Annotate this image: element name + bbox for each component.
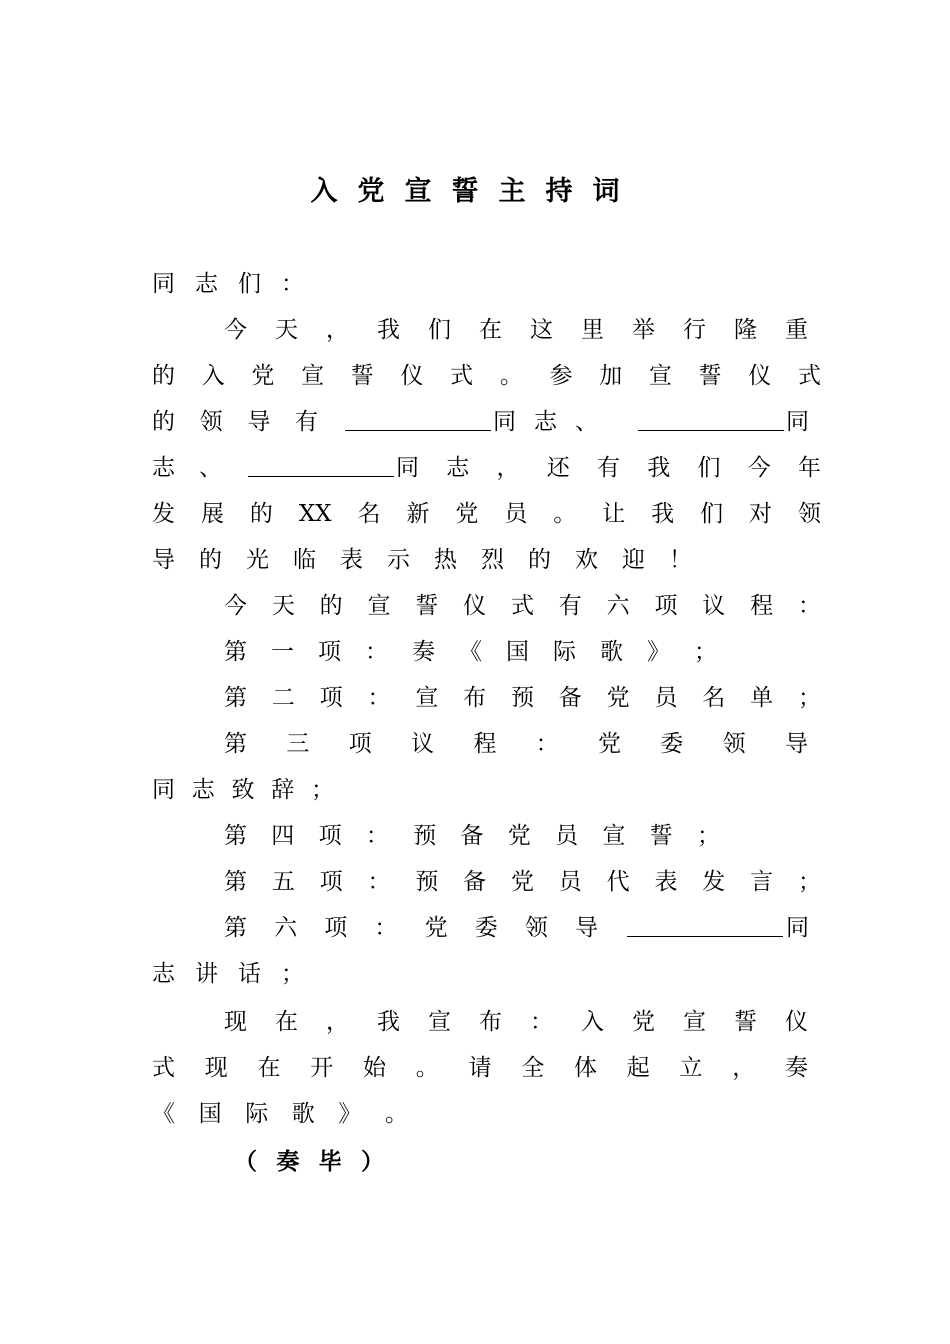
char: 的 (152, 409, 175, 435)
char: 员 (558, 869, 582, 895)
char: 我 (377, 1009, 400, 1035)
char: 程 (473, 731, 497, 757)
char: 》 (647, 639, 670, 665)
char: 宣 (301, 363, 325, 389)
char: 式 (450, 363, 474, 389)
text-segment (152, 402, 318, 442)
blank-line (627, 908, 783, 937)
char: 参 (549, 363, 573, 389)
char: 六 (606, 593, 630, 619)
agenda-item-5 (224, 862, 821, 902)
char: 际 (553, 639, 576, 665)
paragraph-line (224, 310, 808, 350)
char: 项 (319, 869, 343, 895)
text-segment: 同 (786, 915, 809, 941)
char: 》 (338, 1101, 362, 1127)
char: 宣 (428, 1009, 451, 1035)
char: 的 (199, 547, 222, 573)
char: 们 (428, 317, 451, 343)
char: 誓 (698, 363, 722, 389)
char: ； (797, 869, 821, 895)
char: ： (530, 1009, 553, 1035)
char: 宣 (602, 823, 626, 849)
char: 六 (274, 915, 298, 941)
char: 歌 (291, 1101, 315, 1127)
char: 名 (357, 501, 381, 527)
char: 代 (606, 869, 630, 895)
paragraph-line (152, 1048, 808, 1088)
char: 单 (750, 685, 774, 711)
char: ， (496, 455, 520, 481)
char: 有 (294, 409, 318, 435)
char: 入 (581, 1009, 604, 1035)
agenda-item-4 (224, 816, 720, 856)
paragraph-line (152, 494, 821, 534)
char: ： (535, 731, 559, 757)
char: 全 (521, 1055, 545, 1081)
char: ： (367, 869, 391, 895)
char: 隆 (734, 317, 757, 343)
char: 展 (200, 501, 224, 527)
blank-line (248, 448, 394, 477)
char: 誓 (734, 1009, 757, 1035)
agenda-item-2 (224, 678, 821, 718)
char: 四 (271, 823, 295, 849)
char: 请 (468, 1055, 492, 1081)
agenda-item-3-cont (152, 770, 334, 810)
char: 志 (534, 409, 557, 435)
char: 对 (749, 501, 772, 527)
char: 党 (510, 869, 534, 895)
char: 誓 (350, 363, 374, 389)
agenda-item-1 (224, 632, 717, 672)
char: 备 (463, 869, 487, 895)
char: 三 (286, 731, 310, 757)
char: 议 (410, 731, 434, 757)
char: 讲 (195, 961, 218, 987)
char: 在 (257, 1055, 281, 1081)
paragraph-line (152, 448, 821, 488)
char: （ (234, 1149, 257, 1175)
char: 志 (152, 455, 175, 481)
char: 仪 (463, 593, 487, 619)
char: 党 (632, 1009, 655, 1035)
char: 际 (245, 1101, 269, 1127)
char: ： (797, 593, 821, 619)
char: 们 (700, 501, 724, 527)
char: 表 (340, 547, 363, 573)
char: 里 (581, 317, 604, 343)
blank-line (345, 402, 491, 431)
char: 天 (275, 317, 298, 343)
char: 项 (348, 731, 372, 757)
char: 预 (413, 823, 437, 849)
char: 这 (530, 317, 553, 343)
char: 志 (152, 961, 175, 987)
char: 第 (224, 823, 247, 849)
char: 光 (246, 547, 269, 573)
char: 示 (387, 547, 410, 573)
char: ； (311, 777, 334, 803)
char: 迎 (622, 547, 645, 573)
text-segment: 同 (786, 409, 809, 435)
agenda-item-6 (224, 908, 808, 948)
char: 式 (797, 363, 821, 389)
char: 项 (318, 823, 342, 849)
text-segment (224, 908, 598, 948)
char: 我 (377, 317, 400, 343)
char: 表 (654, 869, 678, 895)
char: 五 (271, 869, 295, 895)
char: ， (326, 1009, 349, 1035)
char: 言 (750, 869, 774, 895)
char: 奏 (276, 1149, 300, 1175)
char: 今 (224, 593, 247, 619)
char: 举 (632, 317, 655, 343)
char: ： (374, 915, 398, 941)
char: 项 (324, 915, 348, 941)
char: 同 (396, 455, 419, 481)
char: 有 (558, 593, 582, 619)
char: 奏 (412, 639, 435, 665)
char: 新 (406, 501, 430, 527)
char: 奏 (785, 1055, 808, 1081)
char: 同 (493, 409, 516, 435)
char: 党 (251, 363, 275, 389)
char: 的 (319, 593, 343, 619)
char: 开 (310, 1055, 334, 1081)
char: 第 (224, 869, 247, 895)
char: 发 (152, 501, 175, 527)
paragraph-line (152, 1094, 408, 1134)
char: 的 (528, 547, 551, 573)
char: 的 (249, 501, 273, 527)
char: 毕 (318, 1149, 342, 1175)
char: 天 (271, 593, 295, 619)
blank-line (638, 402, 784, 431)
char: ， (326, 317, 349, 343)
char: 我 (647, 455, 671, 481)
char: 第 (224, 639, 247, 665)
char: 的 (152, 363, 175, 389)
char: 还 (546, 455, 570, 481)
char: 导 (247, 409, 271, 435)
char: XX (298, 501, 332, 527)
char: 誓 (649, 823, 673, 849)
char: 党 (606, 685, 630, 711)
char: ； (281, 961, 304, 987)
char: 行 (683, 317, 706, 343)
char: 布 (463, 685, 487, 711)
char: 、 (575, 409, 598, 435)
char: 在 (275, 1009, 298, 1035)
char: 年 (798, 455, 821, 481)
char: 加 (599, 363, 623, 389)
char: 项 (654, 593, 678, 619)
char: 我 (651, 501, 675, 527)
char: 仪 (785, 1009, 808, 1035)
char: 导 (784, 731, 808, 757)
char: 今 (747, 455, 771, 481)
char: ， (732, 1055, 756, 1081)
char: 入 (201, 363, 225, 389)
char: 二 (271, 685, 295, 711)
char: 有 (597, 455, 620, 481)
char: 项 (318, 639, 341, 665)
char: 领 (722, 731, 746, 757)
char: ： (365, 823, 389, 849)
char: 预 (510, 685, 534, 711)
stage-note (234, 1142, 384, 1182)
char: 发 (702, 869, 726, 895)
char: 式 (510, 593, 534, 619)
char: 党 (597, 731, 621, 757)
char: 委 (660, 731, 684, 757)
char: 起 (626, 1055, 650, 1081)
char: 布 (479, 1009, 502, 1035)
char: 同 (152, 777, 175, 803)
char: 仪 (400, 363, 424, 389)
char: 党 (455, 501, 479, 527)
char: 。 (384, 1101, 408, 1127)
char: 志 (446, 455, 470, 481)
char: 员 (504, 501, 528, 527)
char: 宣 (683, 1009, 706, 1035)
char: 名 (702, 685, 726, 711)
char: 第 (224, 731, 247, 757)
char: 。 (499, 363, 523, 389)
char: 同 (152, 271, 175, 297)
char: 让 (602, 501, 626, 527)
char: 委 (474, 915, 498, 941)
paragraph-line (152, 402, 821, 442)
text-segment (152, 448, 222, 488)
agenda-intro (224, 586, 821, 626)
char: 国 (198, 1101, 222, 1127)
char: 预 (415, 869, 439, 895)
char: 现 (204, 1055, 228, 1081)
char: 始 (363, 1055, 386, 1081)
char: 议 (702, 593, 726, 619)
char: 《 (152, 1101, 175, 1127)
char: 党 (424, 915, 448, 941)
char: 志 (195, 271, 218, 297)
char: 欢 (575, 547, 598, 573)
char: 仪 (748, 363, 772, 389)
char: ） (360, 1149, 384, 1175)
char: 立 (679, 1055, 703, 1081)
char: 辞 (271, 777, 295, 803)
agenda-item-3 (224, 724, 808, 764)
char: 员 (654, 685, 678, 711)
char: 烈 (481, 547, 504, 573)
char: 国 (506, 639, 529, 665)
paragraph-line (152, 356, 821, 396)
paragraph-line (224, 1002, 808, 1042)
text-segment (396, 448, 821, 488)
char: 。 (415, 1055, 439, 1081)
char: 宣 (367, 593, 391, 619)
char: 宣 (648, 363, 672, 389)
char: 。 (553, 501, 577, 527)
char: 备 (558, 685, 582, 711)
char: ； (797, 685, 821, 711)
char: ： (365, 639, 388, 665)
char: 式 (152, 1055, 175, 1081)
char: 们 (238, 271, 261, 297)
char: ： (367, 685, 391, 711)
char: 在 (479, 317, 502, 343)
document-title: 入党宣誓主持词 (310, 176, 640, 207)
char: 歌 (600, 639, 623, 665)
char: 领 (524, 915, 548, 941)
char: 宣 (415, 685, 439, 711)
char: 第 (224, 685, 247, 711)
text-segment (493, 402, 598, 442)
char: 导 (152, 547, 175, 573)
char: 体 (574, 1055, 597, 1081)
char: ； (696, 823, 720, 849)
char: ： (281, 271, 304, 297)
char: 第 (224, 915, 247, 941)
char: 项 (319, 685, 343, 711)
char: 志 (191, 777, 215, 803)
char: 们 (697, 455, 721, 481)
char: 话 (238, 961, 261, 987)
paragraph-line (152, 540, 692, 580)
char: 、 (199, 455, 222, 481)
char: ！ (669, 547, 692, 573)
char: 今 (224, 317, 247, 343)
char: 员 (555, 823, 579, 849)
char: 导 (574, 915, 598, 941)
char: 致 (231, 777, 255, 803)
char: ； (694, 639, 717, 665)
agenda-item-6-cont (152, 954, 304, 994)
char: 程 (750, 593, 774, 619)
char: 现 (224, 1009, 247, 1035)
char: 党 (507, 823, 531, 849)
char: 备 (460, 823, 484, 849)
char: 重 (785, 317, 808, 343)
char: 领 (199, 409, 223, 435)
char: 《 (459, 639, 482, 665)
char: 誓 (415, 593, 439, 619)
char: 一 (271, 639, 294, 665)
char: 领 (797, 501, 821, 527)
salutation (152, 264, 304, 304)
char: 热 (434, 547, 457, 573)
char: 临 (293, 547, 316, 573)
